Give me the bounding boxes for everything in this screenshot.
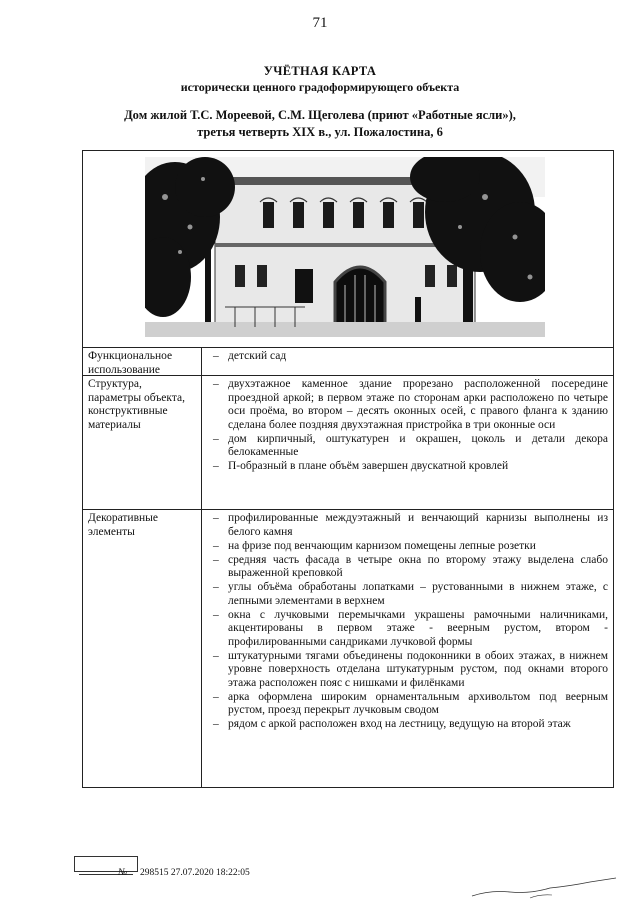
page-number: 71: [312, 15, 328, 31]
list-item: – дом кирпичный, оштукатурен и окрашен, цоколь и детали декора белокаменные: [208, 433, 608, 460]
list-item: – штукатурными тягами объединены подоконники в обоих этажах, в нижнем уровне поверхность отделана штукатурным рустом, под окнами второго этажа расположен пояс с нишками и филёнками: [208, 650, 608, 691]
footer-number-mark: №: [118, 867, 128, 878]
row-values: [208, 378, 608, 474]
list-item: – окна с лучковыми перемычками украшены рамочными наличниками, акцентированы в первом этаже - веерным рустом, втором - профилированными сандриками лучковой формы: [208, 609, 608, 650]
card-subtitle: исторически ценного градоформирующего объекта: [180, 80, 460, 94]
object-name: Дом жилой Т.С. Мореевой, С.М. Щеголева (приют «Работные ясли»),: [124, 108, 516, 122]
list-item: – профилированные междуэтажный и венчающий карнизы выполнены из белого камня: [208, 512, 608, 539]
signature-scribble: [470, 876, 620, 900]
registration-card-table: [82, 150, 614, 788]
row-label: Декоративные элементы: [88, 512, 158, 538]
list-item: – углы объёма обработаны лопатками – рустованными в нижнем этаже, с лепными элементами в верхнем: [208, 581, 608, 608]
list-item: – на фризе под венчающим карнизом помещены лепные розетки: [208, 540, 608, 554]
footer-doc-info: 298515 27.07.2020 18:22:05: [140, 868, 250, 878]
row-label: Функциональное использование: [88, 350, 173, 376]
photo-cell: [83, 151, 613, 348]
card-title: УЧЁТНАЯ КАРТА: [263, 64, 377, 78]
row-values: [208, 512, 608, 732]
list-item: – рядом с аркой расположен вход на лестницу, ведущую на второй этаж: [208, 718, 608, 732]
row-values: [208, 350, 608, 364]
list-item: – П-образный в плане объём завершен двускатной кровлей: [208, 460, 608, 474]
list-item: – двухэтажное каменное здание прорезано расположенной посередине проездной аркой; в первом этаже по сторонам арки расположено по четыре оси проёма, во втором – десять оконных осей, с правого фланга к зданию сделана более поздняя двухэтажная пристройка в три оконные оси: [208, 378, 608, 432]
list-item: – детский сад: [208, 350, 608, 364]
table-row: [83, 347, 613, 376]
registry-stamp: [74, 856, 138, 872]
table-row: [83, 375, 613, 510]
object-date-address: третья четверть XIX в., ул. Пожалостина, 6: [197, 125, 443, 139]
list-item: – средняя часть фасада в четыре окна по второму этажу выделена слабо выраженной креповкой: [208, 554, 608, 581]
building-photo: [145, 157, 545, 337]
list-item: – арка оформлена широким орнаментальным архивольтом под веерным рустом, проезд перекрыт лучковым сводом: [208, 691, 608, 718]
row-label: Структура, параметры объекта, конструктивные материалы: [88, 378, 185, 431]
table-row: [83, 509, 613, 787]
